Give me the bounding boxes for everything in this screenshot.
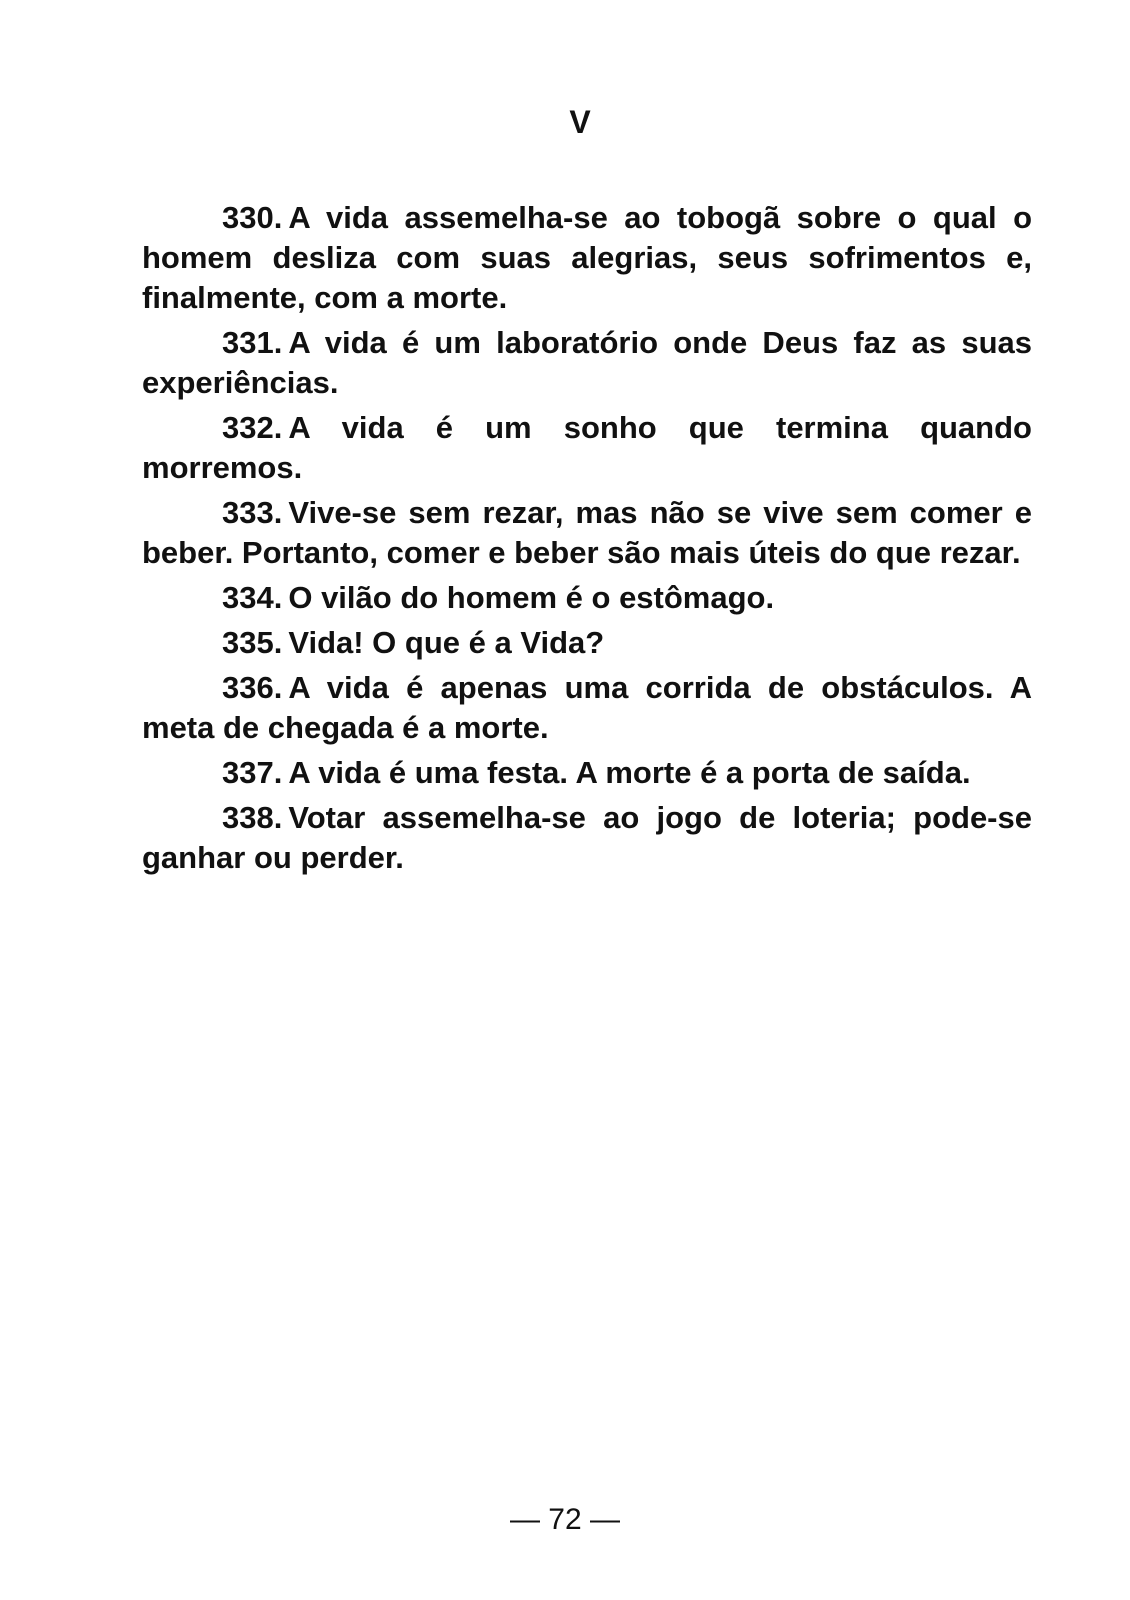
entry-number: 332. [222, 410, 283, 445]
entry-number: 331. [222, 325, 283, 360]
entry [142, 408, 1032, 488]
entry-text: Vive-se sem rezar, mas não se vive sem comer e beber. Portanto, comer e beber são mais úteis do que rezar. [142, 495, 1032, 570]
entry-text: A vida assemelha-se ao tobogã sobre o qual o homem desliza com suas alegrias, seus sofrimentos e, finalmente, com a morte. [142, 200, 1032, 315]
entry-text: A vida é um sonho que termina quando morremos. [142, 410, 1032, 485]
entry [142, 753, 1032, 793]
entry-number: 334. [222, 580, 283, 615]
entry [142, 323, 1032, 403]
entry-number: 333. [222, 495, 283, 530]
section-heading: V [569, 104, 591, 140]
entry [142, 198, 1032, 318]
entry-number: 335. [222, 625, 283, 660]
entry [142, 578, 1032, 618]
entry-number: 337. [222, 755, 283, 790]
entry-text: Votar assemelha-se ao jogo de loteria; pode-se ganhar ou perder. [142, 800, 1032, 875]
entry-text: A vida é um laboratório onde Deus faz as suas experiências. [142, 325, 1032, 400]
entry-text: O vilão do homem é o estômago. [288, 580, 775, 615]
entry-number: 336. [222, 670, 283, 705]
entry-number: 338. [222, 800, 283, 835]
entry [142, 493, 1032, 573]
entry-text: Vida! O que é a Vida? [288, 625, 605, 660]
entry-number: 330. [222, 200, 283, 235]
entry-text: A vida é uma festa. A morte é a porta de saída. [288, 755, 971, 790]
page-number: — 72 — [509, 1503, 621, 1536]
entries-list [142, 198, 1032, 883]
entry [142, 798, 1032, 878]
entry [142, 668, 1032, 748]
entry [142, 623, 1032, 663]
entry-text: A vida é apenas uma corrida de obstáculos. A meta de chegada é a morte. [142, 670, 1032, 745]
